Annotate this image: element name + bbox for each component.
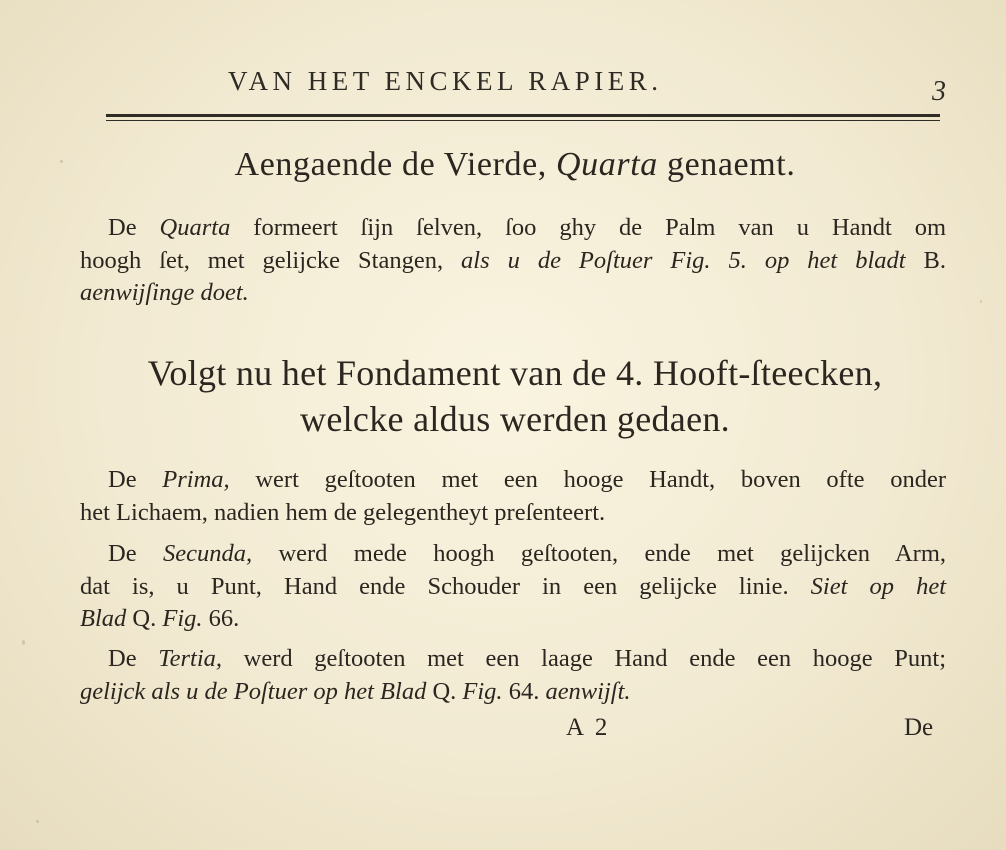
- italic-run: Fig.: [162, 605, 203, 632]
- text-run: hoogh ſet, met gelijcke Stangen,: [80, 246, 444, 274]
- section-heading-fondament-line1: Volgt nu het Fondament van de 4. Hooft-ſteecken,: [147, 353, 883, 393]
- text-line: aenwijſinge doet.: [80, 279, 249, 306]
- text-run: B.: [923, 246, 946, 274]
- catchword: De: [904, 714, 934, 741]
- text-run: dat is, u Punt, Hand ende Schouder in een gelijcke linie.: [80, 572, 789, 600]
- italic-run: Quarta: [159, 214, 231, 241]
- text-run: formeert ſijn ſelven, ſoo ghy de Palm van u Handt om: [253, 214, 947, 241]
- heading-italic-text: Quarta: [556, 146, 658, 183]
- text-run: Q.: [432, 677, 457, 705]
- text-run: Q.: [132, 605, 157, 632]
- text-run: De: [108, 645, 137, 672]
- italic-run: aenwijſt.: [545, 677, 631, 705]
- paragraph-tertia: [80, 643, 946, 708]
- text-line: [80, 571, 946, 604]
- italic-run: gelijck als u de Poſtuer op het Blad: [80, 677, 427, 705]
- text-line: [80, 464, 946, 497]
- italic-run: Fig.: [462, 677, 503, 705]
- text-run: 64.: [508, 677, 540, 705]
- paper-speck: [60, 160, 63, 163]
- running-head: VAN HET ENCKEL RAPIER.: [228, 66, 663, 96]
- paragraph-quarta: [80, 212, 946, 310]
- text-run: De: [108, 540, 137, 567]
- signature-mark: A 2: [566, 714, 611, 741]
- page-number: 3: [932, 76, 946, 107]
- text-line: [80, 538, 946, 571]
- italic-run: Tertia,: [158, 645, 223, 672]
- text-line: [80, 643, 946, 676]
- italic-run: Blad: [80, 605, 127, 632]
- paper-speck: [980, 300, 982, 303]
- heading-text: Aengaende de Vierde,: [234, 146, 547, 183]
- section-heading-fondament-line2: welcke aldus werden gedaen.: [300, 399, 730, 439]
- text-line: [80, 676, 946, 709]
- text-run: werd geſtooten met een laage Hand ende een hooge Punt;: [243, 645, 947, 672]
- text-run: werd mede hoogh geſtooten, ende met gelijcken Arm,: [278, 540, 947, 567]
- text-run: 66.: [208, 605, 240, 632]
- text-line: het Lichaem, nadien hem de gelegentheyt preſenteert.: [80, 498, 606, 526]
- text-line: [80, 212, 946, 245]
- text-run: De: [108, 214, 137, 241]
- paragraph-secunda: [80, 538, 946, 636]
- paper-speck: [22, 640, 25, 645]
- section-heading-quarta: [80, 146, 950, 184]
- header-rule-thin: [106, 120, 940, 121]
- italic-run: Secunda,: [162, 540, 253, 567]
- italic-run: Siet op het: [810, 572, 946, 600]
- text-line: [80, 245, 946, 278]
- italic-run: als u de Poſtuer Fig. 5. op het bladt: [461, 246, 906, 274]
- paragraph-prima: [80, 464, 946, 529]
- italic-run: Prima,: [162, 466, 230, 493]
- text-run: De: [108, 466, 137, 493]
- paper-speck: [36, 820, 39, 823]
- text-line: [80, 603, 946, 636]
- header-rule: [106, 114, 940, 117]
- heading-text-end: genaemt.: [666, 146, 796, 183]
- text-run: wert geſtooten met een hooge Handt, boven ofte onder: [255, 466, 947, 493]
